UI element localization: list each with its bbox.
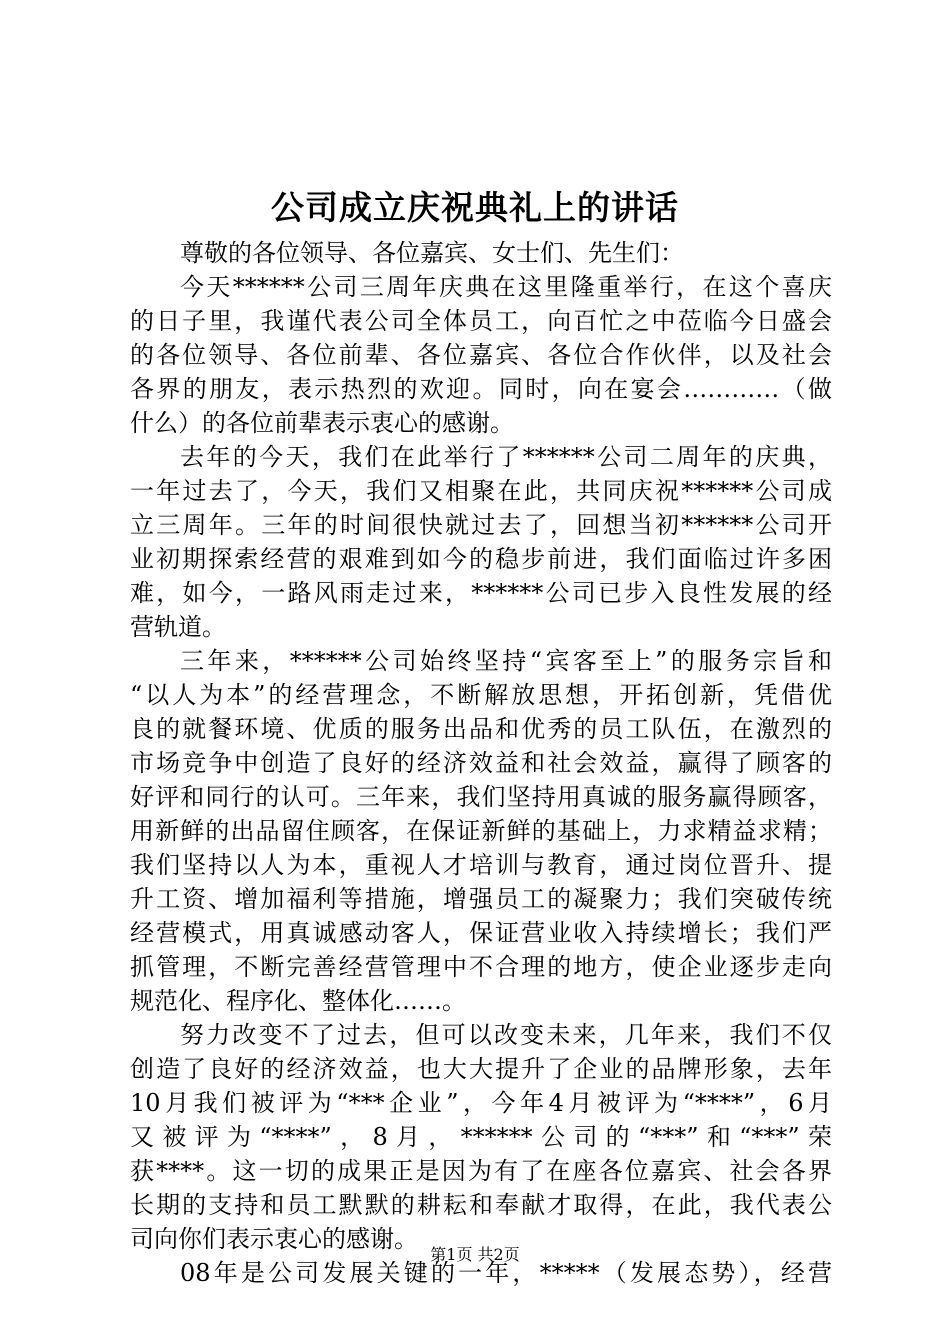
text-line: 经营模式，用真诚感动客人，保证营业收入持续增长；我们严 (130, 919, 832, 947)
page-indicator: 第1页 共2页 (430, 1245, 520, 1264)
text-line: 三年来，******公司始终坚持“宾客至上”的服务宗旨和 (180, 647, 832, 675)
text-line: 获****。这一切的成果正是因为有了在座各位嘉宾、社会各界 (130, 1157, 832, 1185)
text-line: 今天******公司三周年庆典在这里隆重举行，在这个喜庆 (180, 273, 832, 301)
text-line: 规范化、程序化、整体化……。 (130, 987, 466, 1015)
text-line: 立三周年。三年的时间很快就过去了，回想当初******公司开 (130, 511, 832, 539)
text-line: 市场竞争中创造了良好的经济效益和社会效益，赢得了顾客的 (130, 749, 832, 777)
text-line: 又被评为“****”，8月，******公司的“***”和“***”荣 (130, 1123, 832, 1151)
text-line: 努力改变不了过去，但可以改变未来，几年来，我们不仅 (180, 1021, 832, 1049)
text-line: 用新鲜的出品留住顾客，在保证新鲜的基础上，力求精益求精； (130, 817, 832, 845)
text-line: 升工资、增加福利等措施，增强员工的凝聚力；我们突破传统 (130, 885, 832, 913)
text-line: 什么）的各位前辈表示衷心的感谢。 (130, 409, 514, 437)
text-line: 长期的支持和员工默默的耕耘和奉献才取得，在此，我代表公 (130, 1191, 832, 1219)
text-line: 10月我们被评为“***企业”，今年4月被评为“****”，6月 (130, 1089, 832, 1117)
text-line: 去年的今天，我们在此举行了******公司二周年的庆典， (180, 443, 832, 471)
document-body (130, 236, 832, 1290)
text-line: 尊敬的各位领导、各位嘉宾、女士们、先生们： (180, 239, 684, 267)
text-line: 一年过去了，今天，我们又相聚在此，共同庆祝******公司成 (130, 477, 832, 505)
text-line: 难，如今，一路风雨走过来，******公司已步入良性发展的经 (130, 579, 832, 607)
text-line: 的各位领导、各位前辈、各位嘉宾、各位合作伙伴，以及社会 (130, 341, 832, 369)
text-line: 各界的朋友，表示热烈的欢迎。同时，向在宴会…………（做 (130, 375, 832, 403)
text-line: “以人为本”的经营理念，不断解放思想，开拓创新，凭借优 (130, 681, 832, 709)
text-line: 抓管理，不断完善经营管理中不合理的地方，使企业逐步走向 (130, 953, 832, 981)
text-line: 的日子里，我谨代表公司全体员工，向百忙之中莅临今日盛会 (130, 307, 832, 335)
text-line: 司向你们表示衷心的感谢。 (130, 1225, 418, 1253)
text-line: 创造了良好的经济效益，也大大提升了企业的品牌形象，去年 (130, 1055, 832, 1083)
text-line: 业初期探索经营的艰难到如今的稳步前进，我们面临过许多困 (130, 545, 832, 573)
text-line: 08年是公司发展关键的一年，*****（发展态势），经营 (180, 1259, 832, 1287)
text-line: 我们坚持以人为本，重视人才培训与教育，通过岗位晋升、提 (130, 851, 832, 879)
text-line: 良的就餐环境、优质的服务出品和优秀的员工队伍，在激烈的 (130, 715, 832, 743)
text-line: 好评和同行的认可。三年来，我们坚持用真诚的服务赢得顾客， (130, 783, 832, 811)
document-title: 公司成立庆祝典礼上的讲话 (271, 188, 679, 227)
text-line: 营轨道。 (130, 613, 226, 641)
